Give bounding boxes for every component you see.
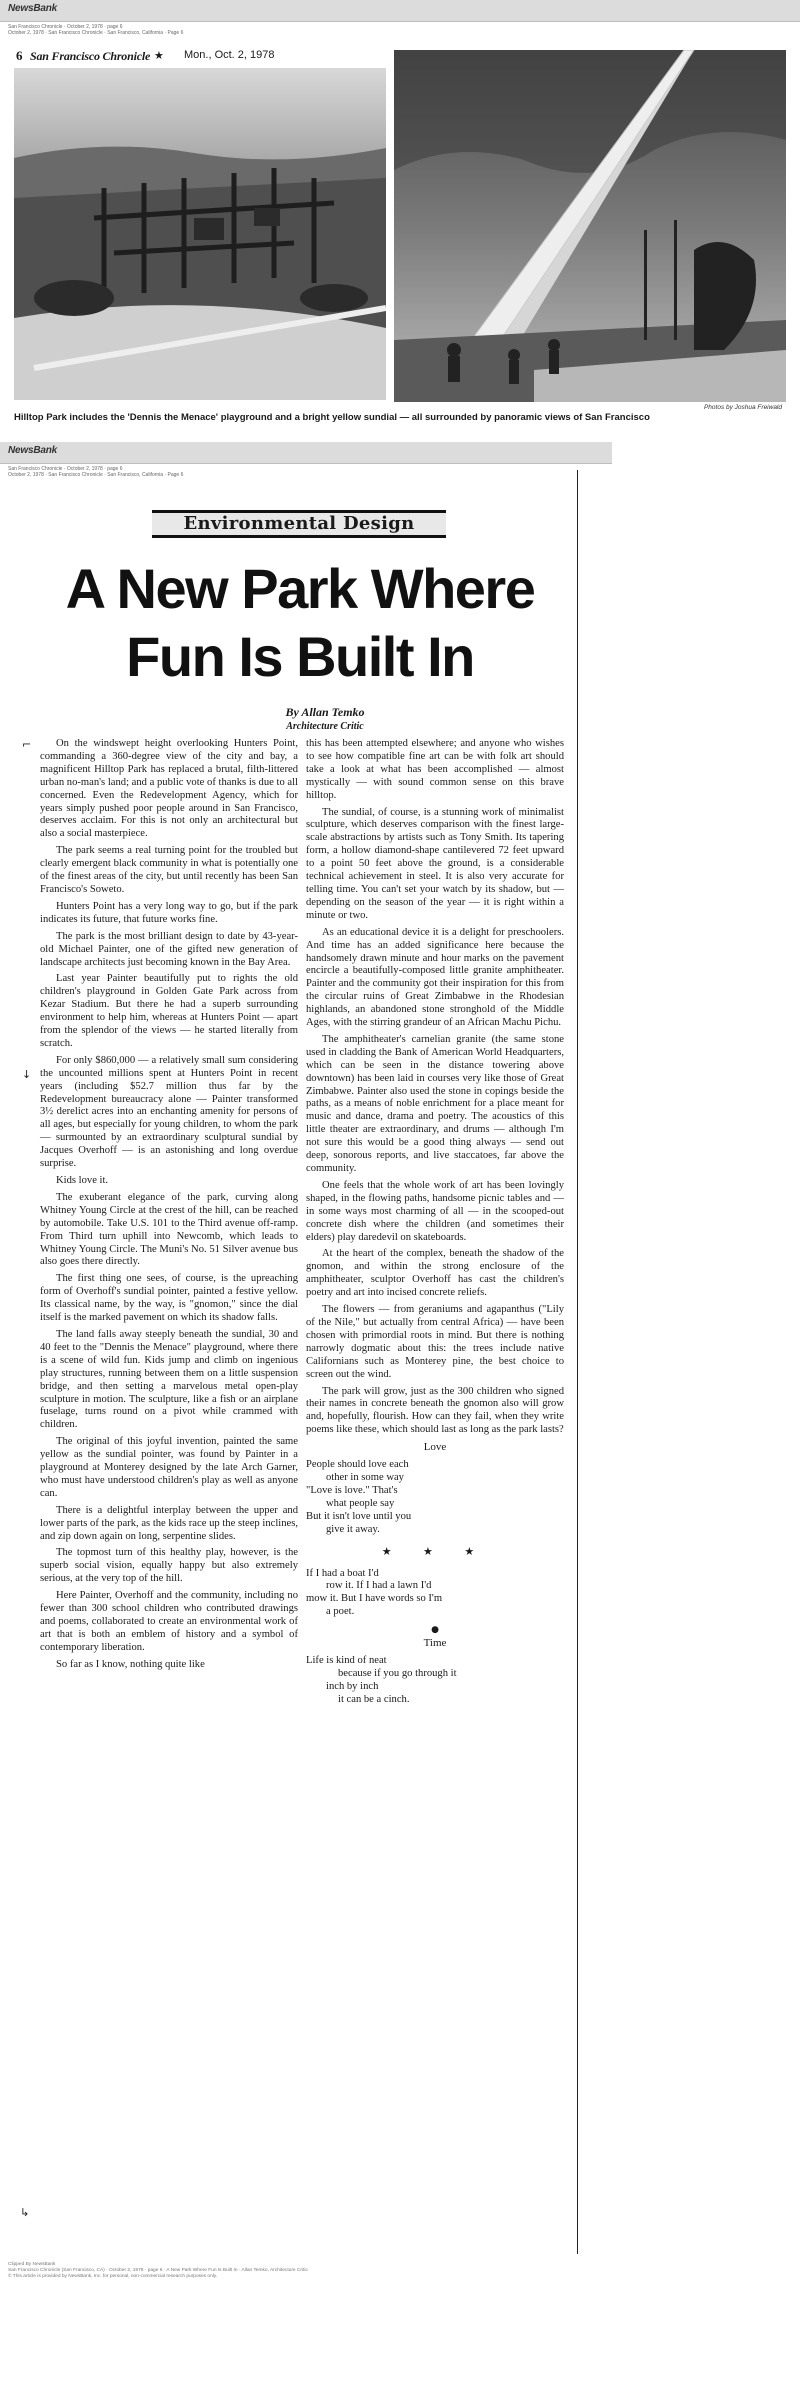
margin-bracket-mark: ⌐: [22, 738, 32, 751]
photo-caption: Hilltop Park includes the 'Dennis the Menace' playground and a bright yellow sundial — all surrounded by panoramic views of San Francisco: [14, 412, 650, 423]
star-icon: ★: [154, 49, 164, 62]
paragraph: As an educational device it is a delight for preschoolers. And time has an added significance here because the handsomely drawn minute and hour marks on the pavement encircle a beautifully-composed little granite amphitheater. Painter and the community got their inspiration for this from the circular ruins of Great Zimbabwe in the Rhodesian highlands, an abandoned stone stronghold of the Middle Ages, with the stirring grandeur of an African Machu Pichu.: [306, 926, 564, 1029]
paragraph: The park will grow, just as the 300 children who signed their names in concrete beneath the gnomon also will grow and, hopefully, flourish. How can they fail, when they write poems like these, which should last as long as the park lasts?: [306, 1385, 564, 1436]
sundial-photo-graphic: [394, 50, 786, 402]
photo-sundial: [394, 50, 786, 402]
clip-footer: [8, 2262, 568, 2280]
margin-arrow-mark: ↓: [22, 1068, 32, 1081]
newspaper-name: San Francisco Chronicle: [30, 49, 151, 63]
article-column-right: [306, 738, 564, 1713]
paragraph: The park seems a real turning point for the troubled but clearly emergent black community in what is potentially one of the finest areas of the city, but until recently has been San Francisco's Soweto.: [40, 845, 298, 895]
newsbank-logo: NewsBank: [8, 445, 57, 456]
star-divider: ★ ★ ★: [381, 1544, 489, 1558]
clip-meta-line: October 2, 1978 · San Francisco Chronicle · San Francisco, California · Page 6: [8, 30, 184, 36]
poem-time: [306, 1655, 564, 1707]
issue-date: Mon., Oct. 2, 1978: [184, 49, 275, 61]
masthead: [16, 48, 386, 64]
clip-meta-line: October 2, 1978 · San Francisco Chronicle · San Francisco, California · Page 6: [8, 472, 184, 478]
article-headline: A New Park Where Fun Is Built In: [65, 557, 535, 688]
poem-line: row it. If I had a lawn I'd: [326, 1580, 432, 1592]
paragraph: On the windswept height overlooking Hunters Point, commanding a 360-degree view of the city and bay, a magnificent Hilltop Park has replaced a brutal, filth-littered urban no-man's land; and a public vote of thanks is due to all concerned. Even the Redevelopment Agency, which for years simply pushed poor people around in San Francisco, deserves acclaim. For this is not only an architectural but also a social masterpiece.: [40, 738, 298, 840]
paragraph: The flowers — from geraniums and agapanthus ("Lily of the Nile," but actually from central Africa) — have been chosen with primordial roots in mind. But there is nothing narrowly dogmatic about this: the trees include native Californians such as Monterey pine, the best choice to screen out the wind.: [306, 1304, 564, 1380]
poem-line: a poet.: [326, 1606, 355, 1618]
clip-meta-line: San Francisco Chronicle · October 2, 1978 · page 6: [8, 466, 123, 472]
poem-boat: [306, 1568, 564, 1620]
poem-line: mow it. But I have words so I'm: [306, 1593, 443, 1605]
section-banner: Environmental Design: [152, 510, 446, 538]
photo-credit: Photos by Joshua Freiwald: [703, 404, 782, 411]
clip-meta-line: San Francisco Chronicle · October 2, 1978 · page 6: [8, 24, 123, 30]
footer-line: San Francisco Chronicle (San Francisco, CA) · October 2, 1978 · page 6 · A New Park Where Fun Is Built In · Allan Temko, Architecture Critic: [8, 2268, 308, 2273]
poem-title: Love: [423, 1441, 447, 1454]
byline: [250, 705, 400, 732]
paragraph: The park is the most brilliant design to date by 43-year-old Michael Painter, one of the gifted new generation of landscape architects just becoming known in the Bay Area.: [40, 930, 298, 968]
clip-meta-top: [8, 24, 183, 36]
margin-corner-mark: ↳: [20, 2206, 30, 2219]
footer-line: Clipped By NewsBank: [8, 2262, 56, 2267]
paragraph: The exuberant elegance of the park, curving along Whitney Young Circle at the crest of the hill, can be reached by automobile. Take U.S. 101 to the Third avenue off-ramp. From Third turn uphill into Newcomb, which leads to Whitney Young Circle. The Muni's No. 51 Silver avenue bus also goes there directly.: [40, 1191, 298, 1268]
poem-line: Life is kind of neat: [306, 1655, 387, 1667]
paragraph: Hunters Point has a very long way to go, but if the park indicates its future, that future works fine.: [40, 900, 298, 925]
playground-photo-graphic: [14, 68, 386, 400]
paragraph: There is a delightful interplay between the upper and lower parts of the park, as the kids race up the steep inclines, and zip down again on long, serpentine slides.: [40, 1504, 298, 1542]
author-name: By Allan Temko: [285, 705, 365, 719]
paragraph: So far as I know, nothing quite like: [56, 1658, 205, 1670]
poem-line: other in some way: [326, 1472, 404, 1484]
paragraph: The land falls away steeply beneath the sundial, 30 and 40 feet to the "Dennis the Menace" playground, where there is a scene of wild fun. Kids jump and climb on ingenious play structures, running between them on a little suspension bridge, and then setting a marvelous metal open-play sculpture in motion. The sculpture, like a fish or an airplane fuselage, turns round on a pivot while crammed with children.: [40, 1328, 298, 1431]
paragraph: The sundial, of course, is a stunning work of minimalist sculpture, which deserves comparison with the finest large-scale abstractions by artists such as Tony Smith. Its tapering form, a hollow diamond-shape cantilevered 72 feet upward to a point 50 feet above the ground, is a considerable technical achievement in steel. It is also very accurate for telling time. You can't set your watch by its shadow, but — depending on the season of the year — it is right within a minute or two.: [306, 806, 564, 921]
poem-line: But it isn't love until you: [306, 1510, 412, 1522]
paragraph: One feels that the whole work of art has been lovingly shaped, in the flowing paths, handsome picnic tables and — in some ways most charming of all — in the scooped-out concrete dish where the children (and sometimes their elders) play daredevil on skateboards.: [306, 1179, 564, 1243]
paragraph: At the heart of the complex, beneath the shadow of the gnomon, and within the strong enclosure of the amphitheater, sculptor Overhoff has cast the children's poetry and art into incised concrete reliefs.: [306, 1248, 564, 1299]
footer-line: © This article is provided by NewsBank, Inc. for personal, non-commercial research purposes only.: [8, 2274, 218, 2279]
poem-title: Time: [423, 1637, 447, 1650]
author-role: Architecture Critic: [286, 721, 364, 732]
paragraph: Here Painter, Overhoff and the community, including no fewer than 300 school children who contributed drawings and poems, collaborated to create an environmental work of art that is both an emblem of history and a symbol of contemporary liberation.: [40, 1590, 298, 1653]
poem-line: it can be a cinch.: [338, 1693, 410, 1705]
paragraph: The first thing one sees, of course, is the upreaching form of Overhoff's sundial pointer, painted a festive yellow. Its classical name, by the way, is "gnomon," since the dial itself is the marked pavement on which its shadow falls.: [40, 1273, 298, 1324]
poem-line: because if you go through it: [338, 1668, 457, 1680]
paragraph: For only $860,000 — a relatively small sum considering the uncounted millions spent at Hunters Point in recent years (including $52.7 million thus far by the Redevelopment bureaucracy alone — Painter transformed 3½ derelict acres into an enchanting amenity for persons of all ages, but especially for young children, to whom the park — surmounted by an extraordinary sculptural sundial by Jacques Overhoff — is an astonishing and long overdue surprise.: [40, 1054, 298, 1170]
paragraph: this has been attempted elsewhere; and anyone who wishes to see how compatible fine art can be with folk art should take a look at what has been accomplished — almost mystically — with sound common sense on this brave hilltop.: [306, 738, 564, 801]
poem-love: [306, 1459, 564, 1536]
poem-line: inch by inch: [326, 1681, 379, 1692]
poem-line: "Love is love." That's: [306, 1484, 398, 1496]
poem-line: People should love each: [306, 1459, 409, 1471]
clip-header-mid: [0, 442, 612, 464]
paragraph: The amphitheater's carnelian granite (the same stone used in cladding the Bank of American World Headquarters, which can be seen in the distance towering above downtown) has been laid in courses very like those of Great Zimbabwe. Painter also used the stone in copings beside the paths, as a means of noble enrichment for a place meant for music and dance, drama and poetry. The acoustics of this little theater are extraordinary, and drums — although I'm not sure this would be a good thing always — send out deep, sonorous reports, and live staccatoes, far above the community.: [306, 1033, 564, 1174]
paragraph: The original of this joyful invention, painted the same yellow as the sundial pointer, was found by Painter in a playground at Monterey designed by the late Arch Garner, who must have understood children's play as well as anyone can.: [40, 1436, 298, 1499]
photo-playground: [14, 68, 386, 400]
clip-header-top: [0, 0, 800, 22]
paragraph: Kids love it.: [56, 1175, 109, 1186]
newsbank-logo: NewsBank: [8, 3, 57, 14]
bullet-divider: ●: [431, 1625, 439, 1636]
paragraph: The topmost turn of this healthy play, however, is the superb social vision, equally happy but also extremely serious, at the very top of the hill.: [40, 1547, 298, 1585]
paragraph: Last year Painter beautifully put to rights the old children's playground in Golden Gate Park across from Kezar Stadium. But there he had a superb surrounding environment to help him, whereas at Hunters Point — apart from the splendor of the views — he started literally from scratch.: [40, 973, 298, 1049]
article-column-left: [40, 738, 298, 1676]
poem-line: If I had a boat I'd: [306, 1567, 379, 1579]
poem-line: give it away.: [326, 1523, 380, 1535]
page-number: 6: [16, 48, 23, 63]
poem-line: what people say: [326, 1497, 395, 1509]
